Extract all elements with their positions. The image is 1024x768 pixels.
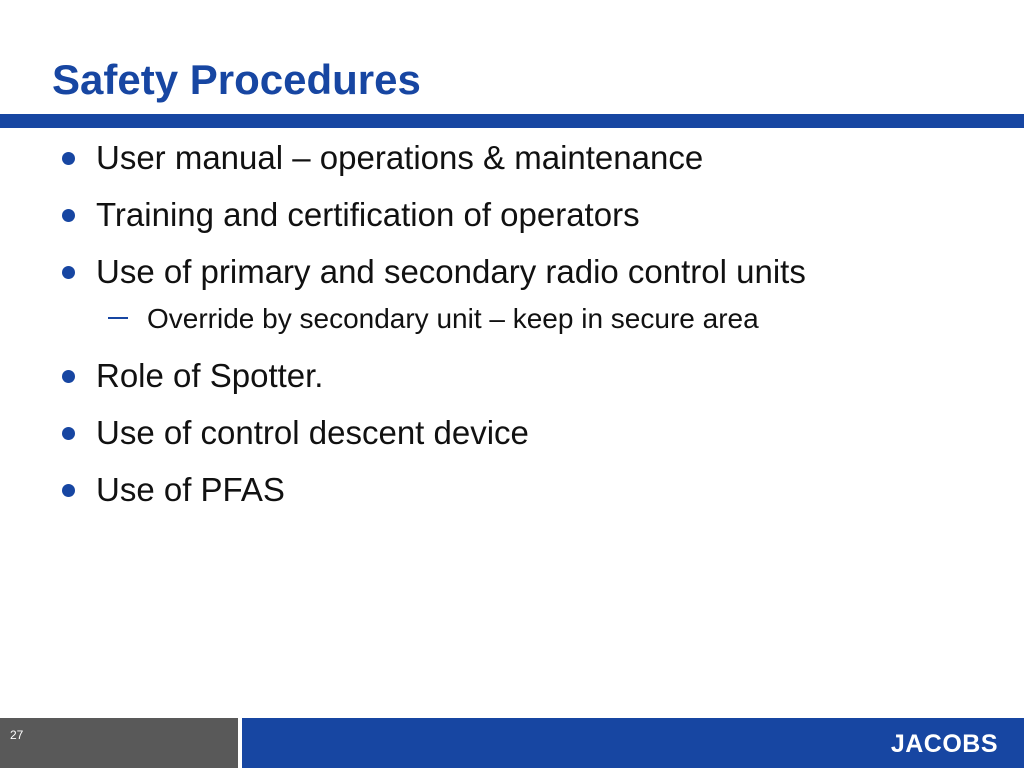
bullet-text: Use of primary and secondary radio control units bbox=[96, 253, 806, 290]
bullet-dot-icon bbox=[62, 266, 75, 279]
sub-bullet-item bbox=[0, 302, 1000, 338]
footer-page-panel bbox=[0, 718, 238, 768]
bullet-item bbox=[0, 136, 1000, 184]
bullet-dot-icon bbox=[62, 370, 75, 383]
bullet-item bbox=[0, 250, 1000, 298]
bullet-item bbox=[0, 354, 1000, 402]
bullet-item bbox=[0, 193, 1000, 241]
jacobs-logo: JACOBS bbox=[890, 730, 998, 758]
bullet-item bbox=[0, 468, 1000, 516]
slide-footer bbox=[0, 718, 1024, 768]
slide-title: Safety Procedures bbox=[52, 56, 421, 103]
page-number: 27 bbox=[10, 728, 24, 742]
bullet-text: Use of PFAS bbox=[96, 471, 285, 508]
title-underline-bar bbox=[0, 114, 1024, 128]
bullet-dot-icon bbox=[62, 152, 75, 165]
sub-bullet-text: Override by secondary unit – keep in secure area bbox=[147, 303, 759, 334]
bullet-text: Use of control descent device bbox=[96, 414, 529, 451]
dash-icon bbox=[108, 317, 128, 319]
bullet-text: User manual – operations & maintenance bbox=[96, 139, 704, 176]
bullet-dot-icon bbox=[62, 427, 75, 440]
bullet-text: Training and certification of operators bbox=[96, 196, 640, 233]
footer-brand-panel bbox=[242, 718, 1024, 768]
bullet-dot-icon bbox=[62, 484, 75, 497]
bullet-item bbox=[0, 411, 1000, 459]
bullet-dot-icon bbox=[62, 209, 75, 222]
bullet-text: Role of Spotter. bbox=[96, 357, 324, 394]
